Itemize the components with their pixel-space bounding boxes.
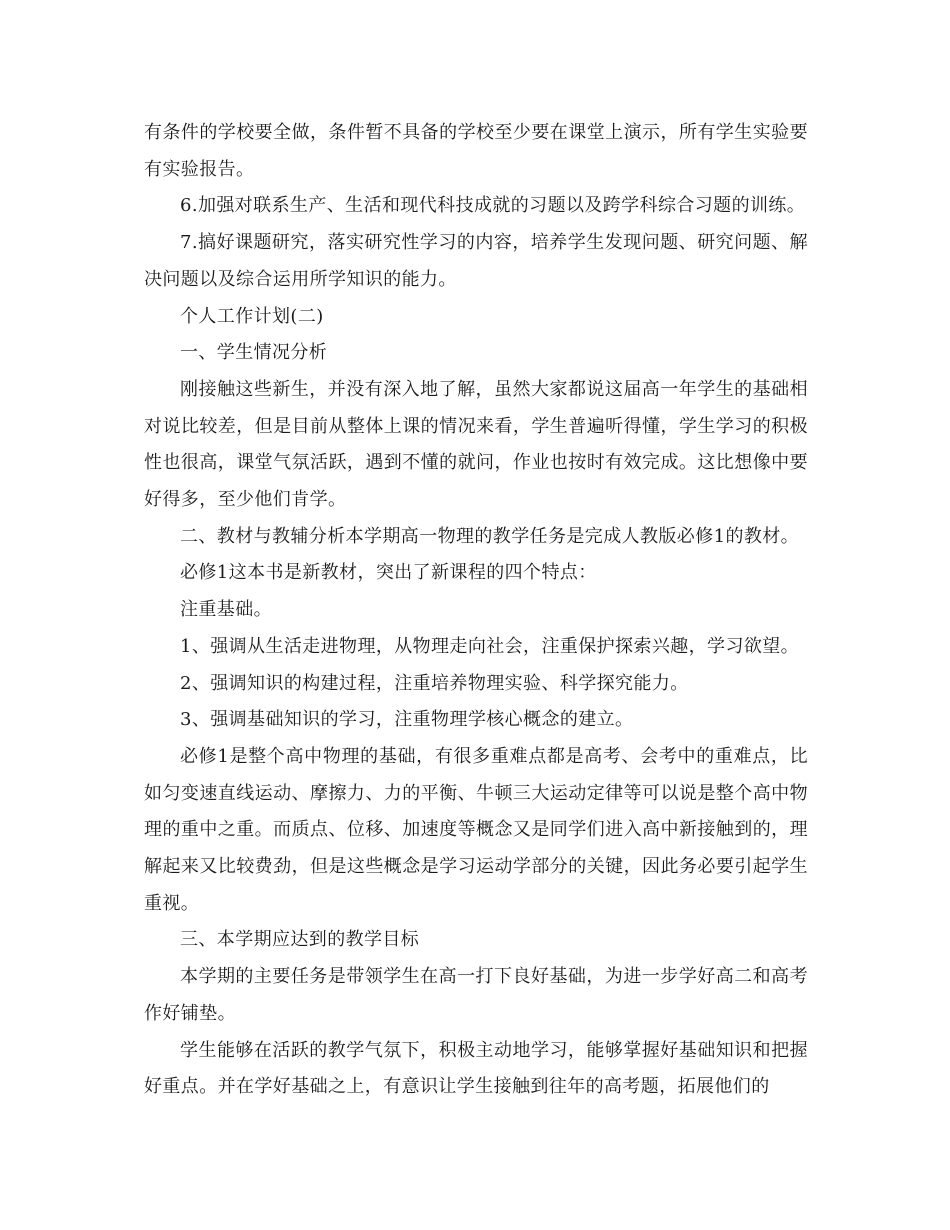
- paragraph: 7.搞好课题研究，落实研究性学习的内容，培养学生发现问题、研究问题、解决问题以及综合运用所学知识的能力。: [144, 232, 808, 290]
- list-item: 1、强调从生活走进物理，从物理走向社会，注重保护探索兴趣，学习欲望。: [180, 635, 800, 657]
- paragraph: 刚接触这些新生，并没有深入地了解，虽然大家都说这届高一年学生的基础相对说比较差，但是目前从整体上课的情况来看，学生普遍听得懂，学生学习的积极性也很高，课堂气氛活跃，遇到不懂的就问，作业也按时有效完成。这比想像中要好得多，至少他们肯学。: [144, 378, 808, 511]
- paragraph: 有条件的学校要全做，条件暂不具备的学校至少要在课堂上演示，所有学生实验要有实验报告。: [144, 122, 808, 180]
- list-item: 2、强调知识的构建过程，注重培养物理实验、科学探究能力。: [180, 672, 689, 694]
- paragraph: 本学期的主要任务是带领学生在高一打下良好基础，为进一步学好高二和高考作好铺垫。: [144, 966, 808, 1024]
- paragraph: 必修1是整个高中物理的基础，有很多重难点都是高考、会考中的重难点，比如匀变速直线运动、摩擦力、力的平衡、牛顿三大运动定律等可以说是整个高中物理的重中之重。而质点、位移、加速度等概念又是同学们进入高中新接触到的，理解起来又比较费劲，但是这些概念是学习运动学部分的关键，因此务必要引起学生重视。: [144, 745, 808, 914]
- paragraph: 注重基础。: [180, 599, 272, 621]
- document-body: [144, 115, 808, 1106]
- paragraph: 6.加强对联系生产、生活和现代科技成就的习题以及跨学科综合习题的训练。: [180, 195, 806, 217]
- section-title: 个人工作计划(二): [180, 305, 324, 327]
- section-heading: 一、学生情况分析: [180, 342, 328, 364]
- paragraph: 必修1这本书是新教材，突出了新课程的四个特点：: [180, 562, 597, 584]
- section-heading: 三、本学期应达到的教学目标: [180, 929, 420, 951]
- section-heading: 二、教材与教辅分析本学期高一物理的教学任务是完成人教版必修1的教材。: [180, 525, 800, 547]
- paragraph: 学生能够在活跃的教学气氛下，积极主动地学习，能够掌握好基础知识和把握好重点。并在学好基础之上，有意识让学生接触到往年的高考题，拓展他们的: [144, 1039, 808, 1098]
- list-item: 3、强调基础知识的学习，注重物理学核心概念的建立。: [180, 709, 634, 731]
